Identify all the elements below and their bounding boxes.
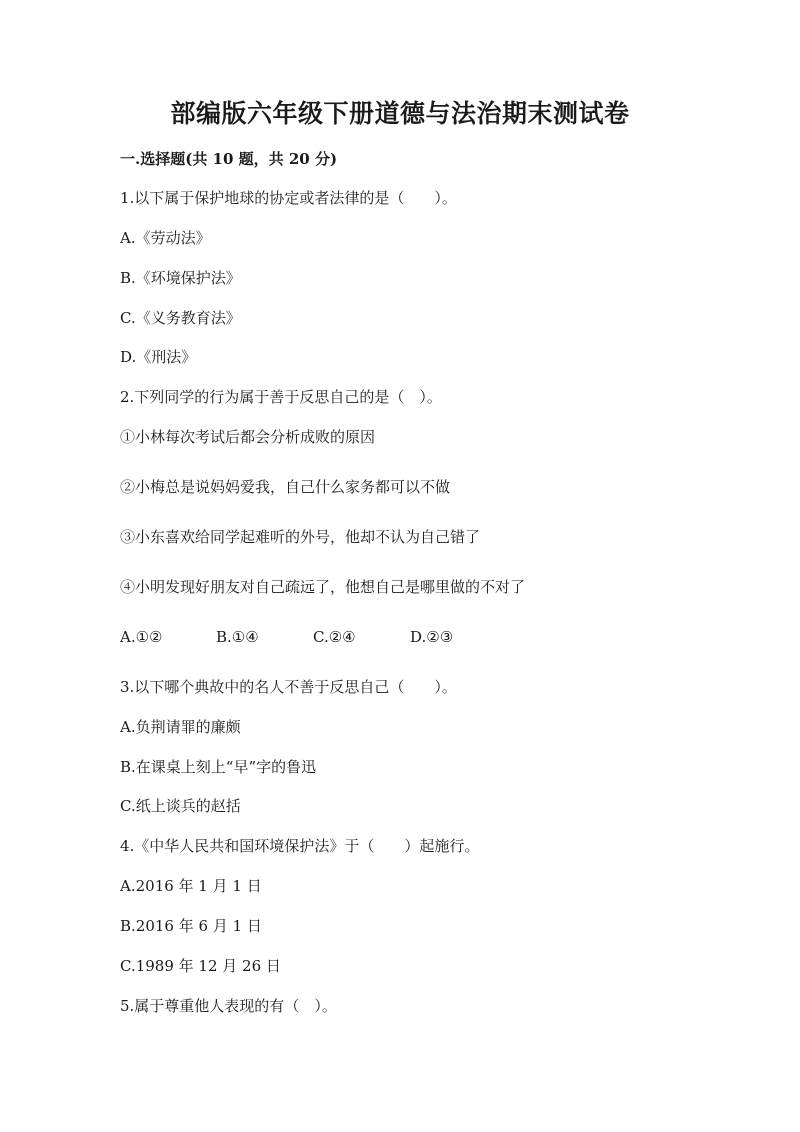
q4-option-a: A.2016 年 1 月 1 日 <box>120 877 262 895</box>
q2-statement-4: ④小明发现好朋友对自己疏远了，他想自己是哪里做的不对了 <box>120 578 526 596</box>
q1-option-c: C.《义务教育法》 <box>120 309 241 327</box>
question-1-stem: 1.以下属于保护地球的协定或者法律的是（ ）。 <box>120 189 457 207</box>
q1-option-b: B.《环境保护法》 <box>120 269 241 287</box>
section-heading: 一.选择题(共 10 题，共 20 分) <box>120 150 338 168</box>
q2-option-c: C.②④ <box>313 628 356 646</box>
q1-option-a: A.《劳动法》 <box>120 229 211 247</box>
q1-option-d: D.《刑法》 <box>120 348 197 366</box>
question-2-stem: 2.下列同学的行为属于善于反思自己的是（ ）。 <box>120 388 442 406</box>
q2-option-a: A.①② <box>120 628 163 646</box>
q2-statement-2: ②小梅总是说妈妈爱我，自己什么家务都可以不做 <box>120 478 451 496</box>
q3-option-c: C.纸上谈兵的赵括 <box>120 797 241 815</box>
question-5-stem: 5.属于尊重他人表现的有（ ）。 <box>120 997 337 1015</box>
q2-option-d: D.②③ <box>410 628 454 646</box>
q2-statement-1: ①小林每次考试后都会分析成败的原因 <box>120 428 376 446</box>
question-4-stem: 4.《中华人民共和国环境保护法》于（ ）起施行。 <box>120 837 480 855</box>
question-3-stem: 3.以下哪个典故中的名人不善于反思自己（ ）。 <box>120 678 457 696</box>
q3-option-b: B.在课桌上刻上“早”字的鲁迅 <box>120 758 317 776</box>
q3-option-a: A.负荆请罪的廉颇 <box>120 718 241 736</box>
exam-title: 部编版六年级下册道德与法治期末测试卷 <box>170 99 630 128</box>
q2-option-b: B.①④ <box>216 628 259 646</box>
q4-option-b: B.2016 年 6 月 1 日 <box>120 917 262 935</box>
q2-statement-3: ③小东喜欢给同学起难听的外号，他却不认为自己错了 <box>120 528 481 546</box>
q4-option-c: C.1989 年 12 月 26 日 <box>120 957 281 975</box>
